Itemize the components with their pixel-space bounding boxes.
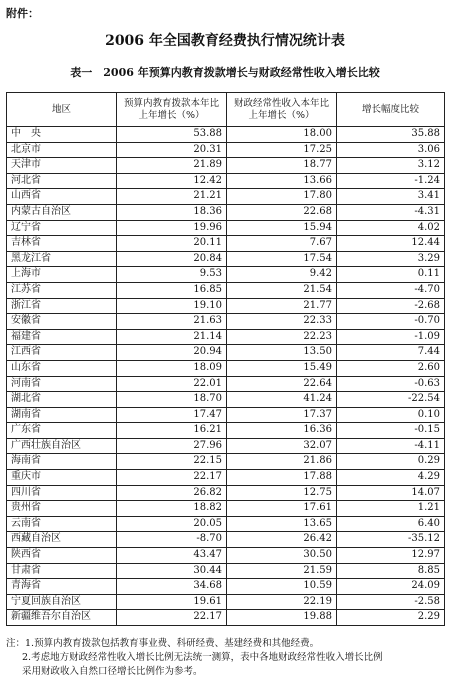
edu-growth-cell: 19.10 bbox=[117, 298, 227, 314]
table-row bbox=[7, 376, 445, 392]
revenue-growth-cell: 32.07 bbox=[227, 438, 337, 454]
edu-growth-cell: 22.15 bbox=[117, 454, 227, 470]
edu-growth-cell: 20.11 bbox=[117, 236, 227, 252]
revenue-growth-cell: 18.00 bbox=[227, 127, 337, 143]
table-row bbox=[7, 282, 445, 298]
region-cell: 湖北省 bbox=[7, 392, 117, 408]
attachment-label: 附件： bbox=[6, 7, 39, 20]
revenue-growth-cell: 21.77 bbox=[227, 298, 337, 314]
table-row bbox=[7, 345, 445, 361]
comparison-cell: 8.85 bbox=[337, 563, 445, 579]
revenue-growth-cell: 26.42 bbox=[227, 532, 337, 548]
comparison-cell: -1.09 bbox=[337, 329, 445, 345]
region-cell: 山西省 bbox=[7, 189, 117, 205]
region-cell: 青海省 bbox=[7, 579, 117, 595]
comparison-cell: 3.29 bbox=[337, 251, 445, 267]
comparison-cell: -2.68 bbox=[337, 298, 445, 314]
comparison-cell: 7.44 bbox=[337, 345, 445, 361]
region-cell: 安徽省 bbox=[7, 314, 117, 330]
revenue-growth-cell: 17.80 bbox=[227, 189, 337, 205]
table-row bbox=[7, 204, 445, 220]
comparison-cell: -2.58 bbox=[337, 594, 445, 610]
revenue-growth-cell: 22.23 bbox=[227, 329, 337, 345]
table-row bbox=[7, 360, 445, 376]
table-body bbox=[7, 127, 445, 626]
revenue-growth-cell: 17.25 bbox=[227, 142, 337, 158]
revenue-growth-cell: 17.37 bbox=[227, 407, 337, 423]
table-row bbox=[7, 267, 445, 283]
revenue-growth-cell: 13.66 bbox=[227, 173, 337, 189]
edu-growth-cell: 9.53 bbox=[117, 267, 227, 283]
table-row bbox=[7, 548, 445, 564]
header-region: 地区 bbox=[7, 93, 117, 127]
revenue-growth-cell: 17.54 bbox=[227, 251, 337, 267]
comparison-cell: -0.63 bbox=[337, 376, 445, 392]
revenue-growth-cell: 15.49 bbox=[227, 360, 337, 376]
revenue-growth-cell: 21.86 bbox=[227, 454, 337, 470]
edu-growth-cell: 21.89 bbox=[117, 158, 227, 174]
revenue-growth-cell: 10.59 bbox=[227, 579, 337, 595]
region-cell: 新疆维吾尔自治区 bbox=[7, 610, 117, 626]
edu-growth-cell: 17.47 bbox=[117, 407, 227, 423]
region-cell: 天津市 bbox=[7, 158, 117, 174]
revenue-growth-cell: 18.77 bbox=[227, 158, 337, 174]
comparison-cell: 3.06 bbox=[337, 142, 445, 158]
region-cell: 山东省 bbox=[7, 360, 117, 376]
table-row bbox=[7, 563, 445, 579]
revenue-growth-cell: 22.19 bbox=[227, 594, 337, 610]
comparison-cell: 3.12 bbox=[337, 158, 445, 174]
region-cell: 吉林省 bbox=[7, 236, 117, 252]
region-cell: 上海市 bbox=[7, 267, 117, 283]
edu-growth-cell: 22.17 bbox=[117, 470, 227, 486]
comparison-cell: 14.07 bbox=[337, 485, 445, 501]
header-growth-comparison: 增长幅度比较 bbox=[337, 93, 445, 127]
edu-growth-cell: 20.94 bbox=[117, 345, 227, 361]
region-cell: 黑龙江省 bbox=[7, 251, 117, 267]
statistics-table bbox=[6, 92, 445, 626]
table-row bbox=[7, 173, 445, 189]
edu-growth-cell: 21.63 bbox=[117, 314, 227, 330]
table-row bbox=[7, 189, 445, 205]
footnote-2-cont: 采用财政收入自然口径增长比例作为参考。 bbox=[22, 666, 203, 677]
comparison-cell: -4.31 bbox=[337, 204, 445, 220]
edu-growth-cell: 21.14 bbox=[117, 329, 227, 345]
region-cell: 四川省 bbox=[7, 485, 117, 501]
table-header-row bbox=[7, 93, 445, 127]
revenue-growth-cell: 17.88 bbox=[227, 470, 337, 486]
revenue-growth-cell: 13.50 bbox=[227, 345, 337, 361]
comparison-cell: -0.15 bbox=[337, 423, 445, 439]
comparison-cell: 2.60 bbox=[337, 360, 445, 376]
edu-growth-cell: 12.42 bbox=[117, 173, 227, 189]
comparison-cell: 12.97 bbox=[337, 548, 445, 564]
table-row bbox=[7, 158, 445, 174]
edu-growth-cell: 43.47 bbox=[117, 548, 227, 564]
revenue-growth-cell: 21.54 bbox=[227, 282, 337, 298]
edu-growth-cell: 22.17 bbox=[117, 610, 227, 626]
page-title: 2006 年全国教育经费执行情况统计表 bbox=[105, 33, 345, 49]
edu-growth-cell: 53.88 bbox=[117, 127, 227, 143]
region-cell: 广西壮族自治区 bbox=[7, 438, 117, 454]
comparison-cell: -0.70 bbox=[337, 314, 445, 330]
table-row bbox=[7, 438, 445, 454]
region-cell: 甘肃省 bbox=[7, 563, 117, 579]
table-row bbox=[7, 532, 445, 548]
region-cell: 辽宁省 bbox=[7, 220, 117, 236]
edu-growth-cell: 19.61 bbox=[117, 594, 227, 610]
table-row bbox=[7, 142, 445, 158]
comparison-cell: -4.11 bbox=[337, 438, 445, 454]
region-cell: 陕西省 bbox=[7, 548, 117, 564]
comparison-cell: 0.29 bbox=[337, 454, 445, 470]
table-row bbox=[7, 610, 445, 626]
footnote-1: 注：1.预算内教育拨款包括教育事业费、科研经费、基建经费和其他经费。 bbox=[6, 638, 320, 649]
footnotes bbox=[6, 637, 446, 679]
comparison-cell: 0.11 bbox=[337, 267, 445, 283]
region-cell: 江苏省 bbox=[7, 282, 117, 298]
revenue-growth-cell: 22.64 bbox=[227, 376, 337, 392]
edu-growth-cell: 22.01 bbox=[117, 376, 227, 392]
region-cell: 云南省 bbox=[7, 516, 117, 532]
comparison-cell: 0.10 bbox=[337, 407, 445, 423]
comparison-cell: -1.24 bbox=[337, 173, 445, 189]
region-cell: 浙江省 bbox=[7, 298, 117, 314]
table-row bbox=[7, 454, 445, 470]
comparison-cell: -4.70 bbox=[337, 282, 445, 298]
region-cell: 内蒙古自治区 bbox=[7, 204, 117, 220]
edu-growth-cell: 21.21 bbox=[117, 189, 227, 205]
revenue-growth-cell: 22.33 bbox=[227, 314, 337, 330]
comparison-cell: 2.29 bbox=[337, 610, 445, 626]
comparison-cell: 35.88 bbox=[337, 127, 445, 143]
edu-growth-cell: 19.96 bbox=[117, 220, 227, 236]
edu-growth-cell: 26.82 bbox=[117, 485, 227, 501]
revenue-growth-cell: 15.94 bbox=[227, 220, 337, 236]
region-cell: 福建省 bbox=[7, 329, 117, 345]
revenue-growth-cell: 19.88 bbox=[227, 610, 337, 626]
edu-growth-cell: 34.68 bbox=[117, 579, 227, 595]
edu-growth-cell: 18.82 bbox=[117, 501, 227, 517]
comparison-cell: 1.21 bbox=[337, 501, 445, 517]
region-cell: 广东省 bbox=[7, 423, 117, 439]
revenue-growth-cell: 9.42 bbox=[227, 267, 337, 283]
region-cell: 重庆市 bbox=[7, 470, 117, 486]
edu-growth-cell: 20.31 bbox=[117, 142, 227, 158]
table-row bbox=[7, 329, 445, 345]
edu-growth-cell: 16.85 bbox=[117, 282, 227, 298]
table-row bbox=[7, 470, 445, 486]
edu-growth-cell: 30.44 bbox=[117, 563, 227, 579]
comparison-cell: 4.29 bbox=[337, 470, 445, 486]
table-row bbox=[7, 516, 445, 532]
revenue-growth-cell: 21.59 bbox=[227, 563, 337, 579]
region-cell: 江西省 bbox=[7, 345, 117, 361]
edu-growth-cell: 18.09 bbox=[117, 360, 227, 376]
table-row bbox=[7, 485, 445, 501]
header-revenue-growth: 财政经常性收入本年比上年增长（%） bbox=[227, 93, 337, 127]
edu-growth-cell: 18.36 bbox=[117, 204, 227, 220]
table-row bbox=[7, 594, 445, 610]
edu-growth-cell: 16.21 bbox=[117, 423, 227, 439]
region-cell: 中 央 bbox=[7, 127, 117, 143]
comparison-cell: 12.44 bbox=[337, 236, 445, 252]
comparison-cell: -22.54 bbox=[337, 392, 445, 408]
revenue-growth-cell: 41.24 bbox=[227, 392, 337, 408]
table-row bbox=[7, 236, 445, 252]
edu-growth-cell: 27.96 bbox=[117, 438, 227, 454]
table-row bbox=[7, 314, 445, 330]
table-row bbox=[7, 501, 445, 517]
table-row bbox=[7, 407, 445, 423]
region-cell: 西藏自治区 bbox=[7, 532, 117, 548]
comparison-cell: -35.12 bbox=[337, 532, 445, 548]
edu-growth-cell: 20.84 bbox=[117, 251, 227, 267]
region-cell: 湖南省 bbox=[7, 407, 117, 423]
revenue-growth-cell: 16.36 bbox=[227, 423, 337, 439]
comparison-cell: 3.41 bbox=[337, 189, 445, 205]
region-cell: 北京市 bbox=[7, 142, 117, 158]
revenue-growth-cell: 13.65 bbox=[227, 516, 337, 532]
table-row bbox=[7, 579, 445, 595]
table-row bbox=[7, 392, 445, 408]
revenue-growth-cell: 17.61 bbox=[227, 501, 337, 517]
region-cell: 海南省 bbox=[7, 454, 117, 470]
edu-growth-cell: 18.70 bbox=[117, 392, 227, 408]
revenue-growth-cell: 30.50 bbox=[227, 548, 337, 564]
table-row bbox=[7, 298, 445, 314]
table-row bbox=[7, 127, 445, 143]
region-cell: 贵州省 bbox=[7, 501, 117, 517]
region-cell: 宁夏回族自治区 bbox=[7, 594, 117, 610]
comparison-cell: 4.02 bbox=[337, 220, 445, 236]
revenue-growth-cell: 12.75 bbox=[227, 485, 337, 501]
table-row bbox=[7, 423, 445, 439]
table-row bbox=[7, 220, 445, 236]
region-cell: 河北省 bbox=[7, 173, 117, 189]
region-cell: 河南省 bbox=[7, 376, 117, 392]
header-edu-growth: 预算内教育拨款本年比上年增长（%） bbox=[117, 93, 227, 127]
comparison-cell: 24.09 bbox=[337, 579, 445, 595]
table-subtitle: 表一 2006 年预算内教育拨款增长与财政经常性收入增长比较 bbox=[70, 66, 380, 79]
revenue-growth-cell: 22.68 bbox=[227, 204, 337, 220]
revenue-growth-cell: 7.67 bbox=[227, 236, 337, 252]
comparison-cell: 6.40 bbox=[337, 516, 445, 532]
table-row bbox=[7, 251, 445, 267]
edu-growth-cell: -8.70 bbox=[117, 532, 227, 548]
edu-growth-cell: 20.05 bbox=[117, 516, 227, 532]
footnote-2: 2.考虑地方财政经常性收入增长比例无法统一测算，表中各地财政经常性收入增长比例 bbox=[22, 652, 383, 663]
